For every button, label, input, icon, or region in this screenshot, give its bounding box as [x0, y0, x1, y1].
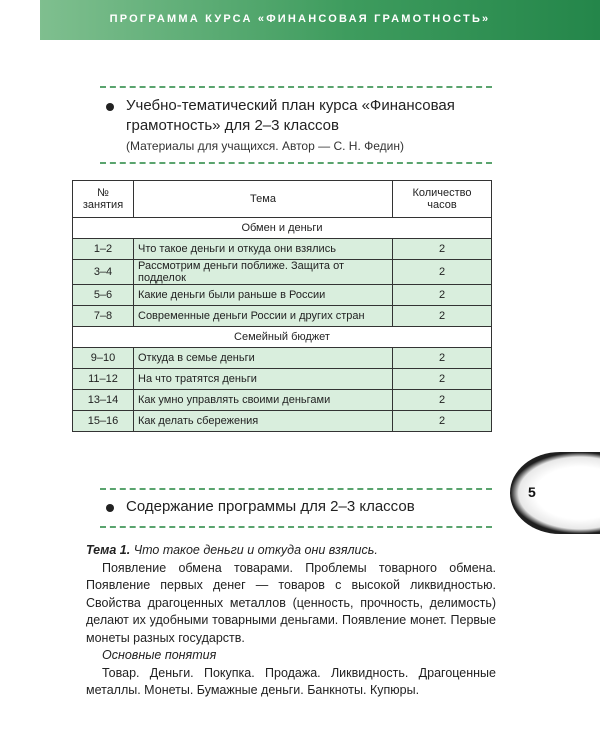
header-topic: Тема — [134, 181, 393, 218]
row-hours: 2 — [393, 306, 492, 327]
table-row — [73, 306, 492, 327]
topic-label: Тема 1. — [86, 543, 131, 557]
row-hours: 2 — [393, 369, 492, 390]
banner-title: ПРОГРАММА КУРСА «ФИНАНСОВАЯ ГРАМОТНОСТЬ» — [109, 13, 491, 25]
row-hours: 2 — [393, 348, 492, 369]
divider-top — [100, 86, 492, 88]
table-row — [73, 369, 492, 390]
row-topic: Рассмотрим деньги поближе. Защита от подделок — [134, 260, 393, 285]
row-topic: Какие деньги были раньше в России — [134, 285, 393, 306]
row-hours: 2 — [393, 285, 492, 306]
row-number: 15–16 — [73, 411, 134, 432]
row-number: 5–6 — [73, 285, 134, 306]
table-row — [73, 260, 492, 285]
row-number: 9–10 — [73, 348, 134, 369]
row-hours: 2 — [393, 239, 492, 260]
row-number: 7–8 — [73, 306, 134, 327]
row-hours: 2 — [393, 260, 492, 285]
topic-paragraph: Появление обмена товарами. Проблемы товарного обмена. Появление первых денег — товаров с высокой ликвидностью. Свойства драгоценных металлов (ценность, прочность, делимость) делают их удобными товарными деньгами. Появление монет. Первые монеты разных государств. — [86, 560, 496, 645]
table-row — [73, 390, 492, 411]
section-row — [73, 218, 492, 239]
row-topic: Современные деньги России и других стран — [134, 306, 393, 327]
section2-title: Содержание программы для 2–3 классов — [126, 498, 415, 515]
table-header-row — [73, 181, 492, 218]
divider-bottom — [100, 162, 492, 164]
row-topic: Что такое деньги и откуда они взялись — [134, 239, 393, 260]
header-number: № занятия — [73, 181, 134, 218]
content-block — [86, 542, 496, 700]
row-topic: Как умно управлять своими деньгами — [134, 390, 393, 411]
table-row — [73, 348, 492, 369]
divider-section2-top — [100, 488, 492, 490]
section1-title-line1: Учебно-тематический план курса «Финансовая — [126, 97, 455, 114]
section-name: Обмен и деньги — [73, 218, 492, 239]
bullet-icon — [106, 504, 114, 512]
table-row — [73, 239, 492, 260]
row-number: 11–12 — [73, 369, 134, 390]
table-row — [73, 285, 492, 306]
row-topic: Откуда в семье деньги — [134, 348, 393, 369]
section1-title-line2: грамотность» для 2–3 классов — [126, 117, 339, 134]
row-number: 13–14 — [73, 390, 134, 411]
concepts-text: Товар. Деньги. Покупка. Продажа. Ликвидность. Драгоценные металлы. Монеты. Бумажные деньги. Банкноты. Купюры. — [86, 665, 496, 697]
row-hours: 2 — [393, 411, 492, 432]
header-hours: Количество часов — [393, 181, 492, 218]
row-topic: На что тратятся деньги — [134, 369, 393, 390]
plan-table — [72, 180, 492, 432]
bullet-icon — [106, 103, 114, 111]
section-row — [73, 327, 492, 348]
header-banner — [40, 0, 600, 40]
row-hours: 2 — [393, 390, 492, 411]
divider-section2-bottom — [100, 526, 492, 528]
section-name: Семейный бюджет — [73, 327, 492, 348]
table-row — [73, 411, 492, 432]
row-number: 3–4 — [73, 260, 134, 285]
topic-title: Что такое деньги и откуда они взялись. — [133, 543, 378, 557]
section1-subtitle: (Материалы для учащихся. Автор — С. Н. Федин) — [126, 139, 404, 153]
concepts-label: Основные понятия — [102, 648, 217, 662]
page-marker — [510, 452, 600, 534]
topic-heading — [86, 542, 496, 560]
page-number: 5 — [528, 484, 536, 500]
row-topic: Как делать сбережения — [134, 411, 393, 432]
row-number: 1–2 — [73, 239, 134, 260]
